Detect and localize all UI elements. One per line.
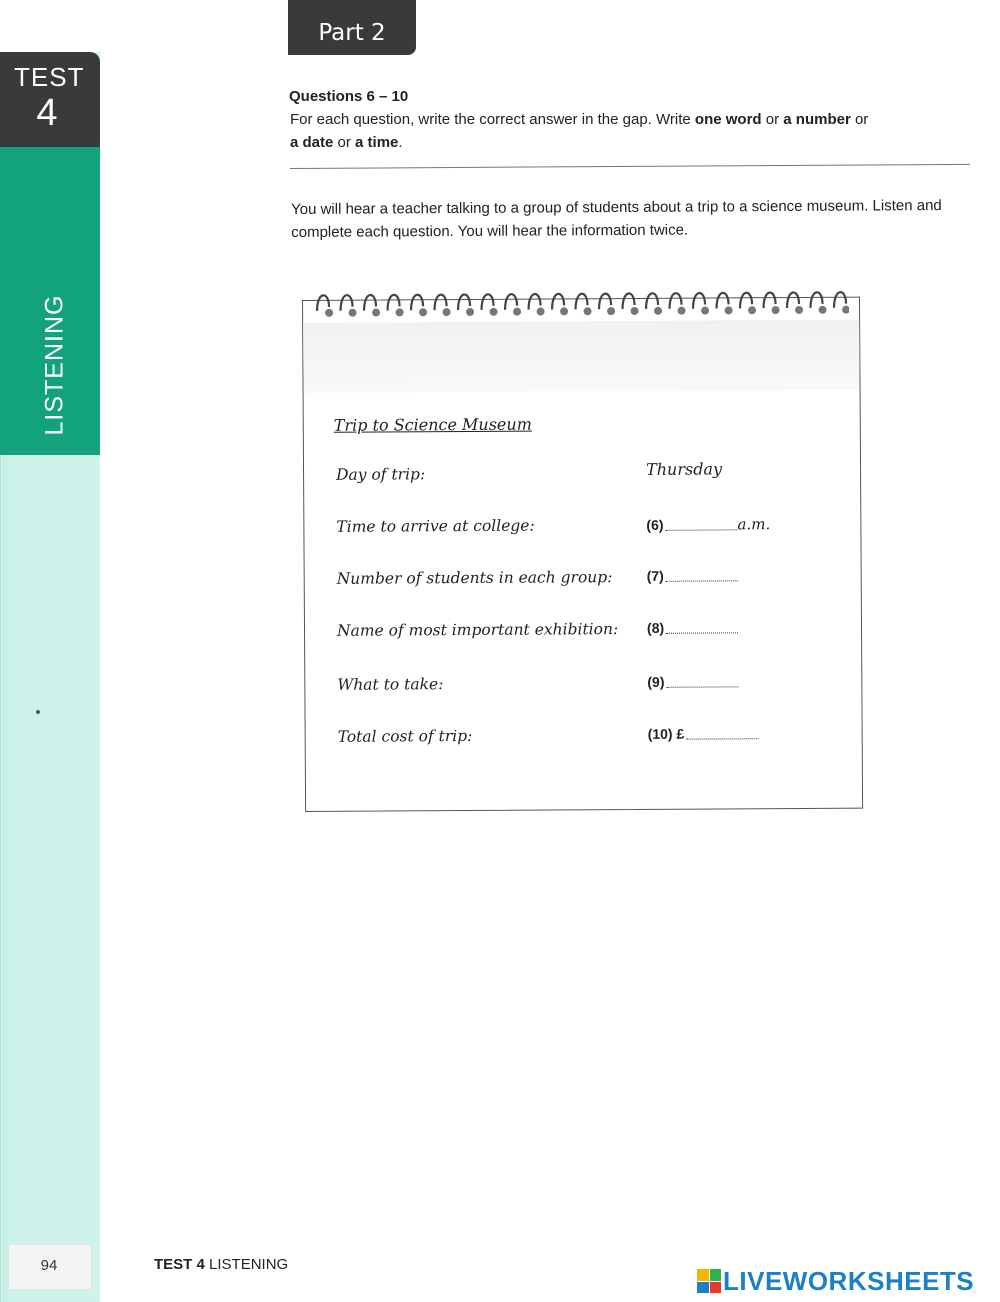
- instruction-emphasis: a date: [290, 134, 334, 151]
- spiral-coil: [528, 294, 540, 310]
- spiral-hole: [725, 306, 733, 314]
- spiral-coil: [763, 293, 775, 309]
- liveworksheets-icon: [697, 1269, 721, 1293]
- spiral-coil: [505, 294, 517, 310]
- note-row-day: [336, 459, 856, 494]
- note-label: Day of trip:: [336, 465, 426, 484]
- spiral-hole: [513, 308, 521, 316]
- answer-gap-q8[interactable]: [647, 619, 738, 636]
- spiral-coil: [810, 292, 822, 308]
- answer-gap-q6[interactable]: [646, 515, 770, 534]
- spiral-coil: [458, 294, 470, 310]
- note-row-q10: [338, 725, 858, 756]
- notebook: [302, 297, 863, 812]
- spiral-hole: [772, 306, 780, 314]
- notebook-shadow-band: [303, 320, 859, 393]
- spiral-hole: [701, 307, 709, 315]
- note-row-q6: [336, 515, 856, 546]
- note-row-q8: [337, 619, 857, 650]
- test-label: TEST: [14, 62, 85, 92]
- spiral-hole: [819, 306, 827, 314]
- spiral-hole: [678, 307, 686, 315]
- instruction-text: .: [398, 134, 403, 151]
- instruction-emphasis: one word: [694, 111, 762, 128]
- note-row-q7: [337, 567, 857, 598]
- spiral-coil: [481, 294, 493, 310]
- sidebar-top-margin: [0, 0, 100, 52]
- answer-blank[interactable]: [666, 686, 738, 687]
- spiral-coil: [693, 293, 705, 309]
- spiral-hole: [654, 307, 662, 315]
- question-number: (6): [646, 516, 664, 533]
- test-number: 4: [36, 92, 58, 134]
- note-label: What to take:: [337, 675, 444, 694]
- page-number: 94: [40, 1257, 58, 1274]
- questions-heading: Questions 6 – 10: [289, 88, 409, 105]
- spiral-coil: [834, 292, 846, 308]
- spiral-hole: [466, 308, 474, 316]
- part-tab: Part 2: [288, 0, 416, 55]
- question-number: (9): [647, 673, 665, 690]
- spiral-coil: [646, 293, 658, 309]
- instruction-text: For each question, write the correct answer in the gap. Write: [290, 111, 695, 128]
- note-label: Time to arrive at college:: [336, 516, 535, 536]
- footer-test-label: TEST 4: [154, 1256, 205, 1273]
- spiral-coil: [575, 294, 587, 310]
- answer-blank[interactable]: [666, 632, 738, 633]
- answer-blank[interactable]: [666, 580, 738, 581]
- instruction-emphasis: a time: [355, 134, 399, 151]
- spiral-coil: [340, 295, 352, 311]
- footer-section: [154, 1256, 288, 1273]
- notebook-title: Trip to Science Museum: [333, 414, 532, 435]
- spiral-hole: [349, 309, 357, 317]
- spiral-hole: [396, 308, 404, 316]
- instructions: [290, 108, 970, 154]
- spiral-coil: [364, 295, 376, 311]
- spiral-coil: [434, 295, 446, 311]
- context-text: You will hear a teacher talking to a group of students about a trip to a science museum. Listen and complete each question. You will hear the information twice.: [291, 197, 942, 241]
- footer-section-label: LISTENING: [209, 1256, 289, 1273]
- spiral-hole: [419, 308, 427, 316]
- answer-gap-q7[interactable]: [647, 567, 738, 584]
- instruction-text: or: [333, 134, 356, 151]
- note-row-q9: [337, 673, 857, 704]
- spiral-coil: [787, 292, 799, 308]
- spiral-hole: [537, 308, 545, 316]
- spiral-hole: [631, 307, 639, 315]
- spiral-hole: [560, 307, 568, 315]
- spiral-coil: [599, 294, 611, 310]
- section-label: LISTENING: [40, 294, 69, 436]
- spiral-coil: [740, 293, 752, 309]
- brand-logo[interactable]: [697, 1266, 974, 1296]
- spiral-coil: [622, 293, 634, 309]
- instruction-emphasis: a number: [783, 111, 851, 128]
- spiral-hole: [748, 306, 756, 314]
- spiral-coil: [669, 293, 681, 309]
- given-answer: Thursday: [645, 459, 723, 479]
- brand-name: LIVEWORKSHEETS: [723, 1265, 975, 1296]
- spiral-coil: [411, 295, 423, 311]
- answer-blank[interactable]: [686, 738, 758, 739]
- spiral-hole: [795, 306, 803, 314]
- spiral-coil: [716, 293, 728, 309]
- question-number: (7): [646, 567, 664, 584]
- stray-mark: [36, 710, 40, 714]
- spiral-binding-icon: [309, 282, 849, 325]
- spiral-coil: [387, 295, 399, 311]
- note-label: Number of students in each group:: [336, 568, 613, 588]
- spiral-coil: [552, 294, 564, 310]
- divider: [290, 164, 970, 169]
- spiral-hole: [607, 307, 615, 315]
- question-number: (10) £: [647, 725, 685, 742]
- answer-gap-q10[interactable]: [648, 725, 759, 742]
- instruction-text: or: [850, 111, 869, 128]
- spiral-hole: [443, 308, 451, 316]
- note-label: Name of most important exhibition:: [336, 620, 619, 640]
- spiral-hole: [842, 306, 849, 314]
- spiral-hole: [584, 307, 592, 315]
- note-label: Total cost of trip:: [337, 726, 473, 746]
- answer-suffix: a.m.: [737, 515, 771, 534]
- instruction-text: or: [761, 111, 784, 128]
- spiral-hole: [372, 309, 380, 317]
- spiral-hole: [490, 308, 498, 316]
- answer-blank[interactable]: [666, 529, 738, 530]
- question-number: (8): [646, 619, 665, 636]
- spiral-hole: [325, 309, 333, 317]
- answer-gap-q9[interactable]: [647, 673, 738, 690]
- spiral-coil: [317, 295, 329, 311]
